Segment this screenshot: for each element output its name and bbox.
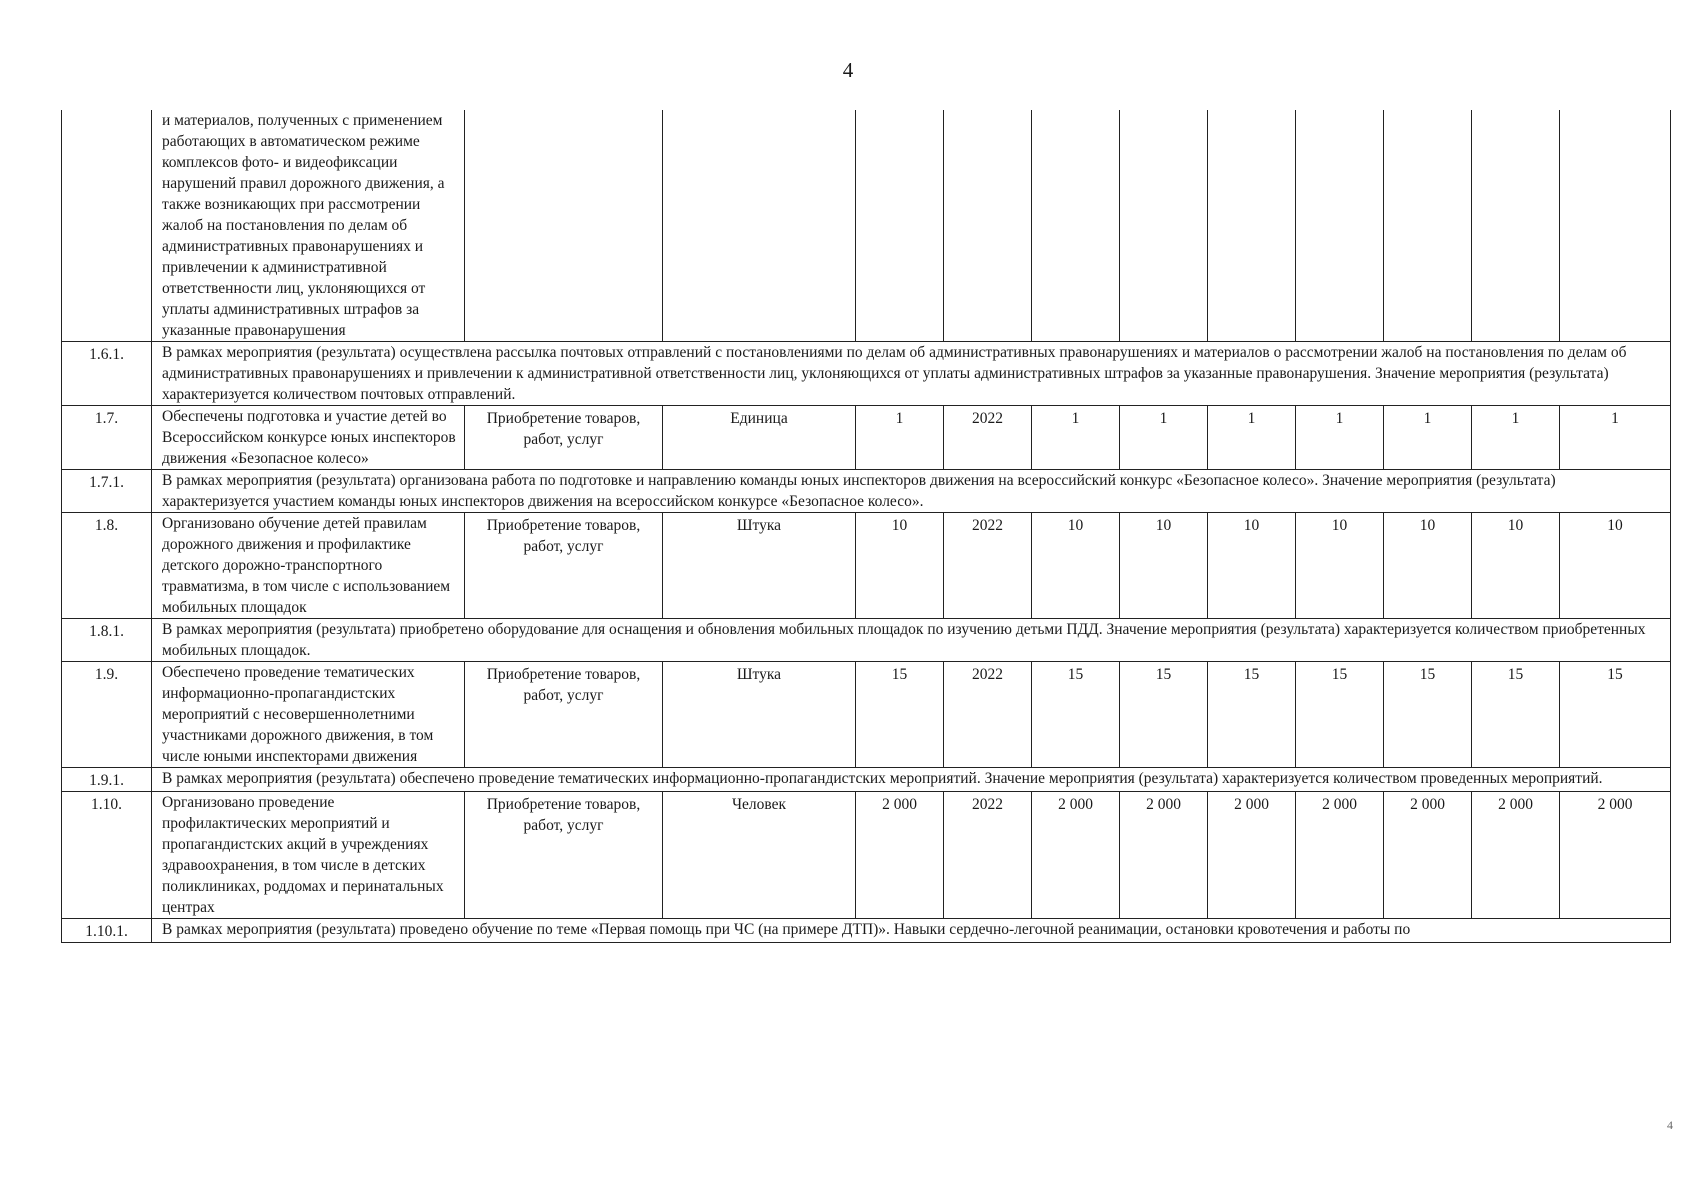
unit-of-measure: Штука xyxy=(663,513,856,619)
year-value: 1 xyxy=(1296,406,1384,470)
row-number: 1.7.1. xyxy=(62,470,152,513)
year-value: 15 xyxy=(1120,662,1208,768)
result-description: В рамках мероприятия (результата) осуществлена рассылка почтовых отправлений с постановлениями по делам об административных правонарушениях и материалов о рассмотрении жалоб на постановления по делам об административных правонарушениях и привлечении к административной ответственности лиц, уклоняющихся от уплаты административных штрафов за указанные правонарушения. Значение мероприятия (результата) характеризуется количеством почтовых отправлений. xyxy=(152,342,1671,406)
year-value: 15 xyxy=(1032,662,1120,768)
row-number: 1.9. xyxy=(62,662,152,768)
year-value: 1 xyxy=(1120,406,1208,470)
year-value: 2 000 xyxy=(1384,792,1472,919)
result-description: В рамках мероприятия (результата) обеспечено проведение тематических информационно-пропагандистских мероприятий. Значение мероприятия (результата) характеризуется количеством проведенных мероприятий. xyxy=(152,768,1671,792)
row-number: 1.8. xyxy=(62,513,152,619)
unit-of-measure: Человек xyxy=(663,792,856,919)
year-value: 1 xyxy=(1472,406,1560,470)
year-value: 10 xyxy=(1560,513,1671,619)
measure-type: Приобретение товаров, работ, услуг xyxy=(465,792,663,919)
table-row xyxy=(62,342,1671,406)
year-value: 2 000 xyxy=(1120,792,1208,919)
table-row xyxy=(62,662,1671,768)
measure-type: Приобретение товаров, работ, услуг xyxy=(465,406,663,470)
year-value: 15 xyxy=(1296,662,1384,768)
table-row xyxy=(62,470,1671,513)
row-number: 1.9.1. xyxy=(62,768,152,792)
measure-type: Приобретение товаров, работ, услуг xyxy=(465,662,663,768)
year-value: 10 xyxy=(1120,513,1208,619)
measure-name: Обеспечены подготовка и участие детей во Всероссийском конкурсе юных инспекторов движения «Безопасное колесо» xyxy=(152,406,465,470)
year-value: 1 xyxy=(1560,406,1671,470)
year-value: 10 xyxy=(1472,513,1560,619)
measure-name: Организовано проведение профилактических мероприятий и пропагандистских акций в учреждениях здравоохранения, в том числе в детских поликлиниках, роддомах и перинатальных центрах xyxy=(152,792,465,919)
year-value: 15 xyxy=(1208,662,1296,768)
year-value: 10 xyxy=(1296,513,1384,619)
table-row xyxy=(62,619,1671,662)
year-value: 1 xyxy=(1208,406,1296,470)
year-value: 10 xyxy=(1208,513,1296,619)
base-year: 2022 xyxy=(944,662,1032,768)
year-value: 1 xyxy=(1032,406,1120,470)
table-row xyxy=(62,406,1671,470)
year-value: 2 000 xyxy=(1560,792,1671,919)
measures-table xyxy=(61,110,1671,943)
measure-type: Приобретение товаров, работ, услуг xyxy=(465,513,663,619)
row-number: 1.10. xyxy=(62,792,152,919)
measure-name: Обеспечено проведение тематических информационно-пропагандистских мероприятий с несовершеннолетними участниками дорожного движения, в том числе юными инспекторами движения xyxy=(152,662,465,768)
page-number: 4 xyxy=(842,58,854,82)
corner-mark: 4 xyxy=(1667,1118,1673,1132)
result-description: В рамках мероприятия (результата) организована работа по подготовке и направлению команды юных инспекторов движения на всероссийский конкурс «Безопасное колесо». Значение мероприятия (результата) характеризуется участием команды юных инспекторов движения на всероссийском конкурсе «Безопасное колесо». xyxy=(152,470,1671,513)
result-description: В рамках мероприятия (результата) приобретено оборудование для оснащения и обновления мобильных площадок по изучению детьми ПДД. Значение мероприятия (результата) характеризуется количеством приобретенных мобильных площадок. xyxy=(152,619,1671,662)
base-value: 1 xyxy=(856,406,944,470)
base-value: 2 000 xyxy=(856,792,944,919)
table-row xyxy=(62,110,1671,342)
base-year: 2022 xyxy=(944,406,1032,470)
base-year: 2022 xyxy=(944,513,1032,619)
measure-name: Организовано обучение детей правилам дорожного движения и профилактике детского дорожно-транспортного травматизма, в том числе с использованием мобильных площадок xyxy=(152,513,465,619)
base-value: 15 xyxy=(856,662,944,768)
year-value: 1 xyxy=(1384,406,1472,470)
table-row xyxy=(62,919,1671,943)
unit-of-measure: Единица xyxy=(663,406,856,470)
row-number: 1.10.1. xyxy=(62,919,152,943)
row-number: 1.8.1. xyxy=(62,619,152,662)
year-value: 10 xyxy=(1384,513,1472,619)
measure-name-continued: и материалов, полученных с применением работающих в автоматическом режиме комплексов фото- и видеофиксации нарушений правил дорожного движения, а также возникающих при рассмотрении жалоб на постановления по делам об административных правонарушениях и привлечении к административной ответственности лиц, уклоняющихся от уплаты административных штрафов за указанные правонарушения xyxy=(152,110,465,342)
table-row xyxy=(62,792,1671,919)
result-description: В рамках мероприятия (результата) проведено обучение по теме «Первая помощь при ЧС (на примере ДТП)». Навыки сердечно-легочной реанимации, остановки кровотечения и работы по xyxy=(152,919,1671,943)
year-value: 2 000 xyxy=(1032,792,1120,919)
row-number: 1.7. xyxy=(62,406,152,470)
table-row xyxy=(62,513,1671,619)
year-value: 15 xyxy=(1384,662,1472,768)
year-value: 10 xyxy=(1032,513,1120,619)
year-value: 2 000 xyxy=(1296,792,1384,919)
table-row xyxy=(62,768,1671,792)
base-year: 2022 xyxy=(944,792,1032,919)
year-value: 2 000 xyxy=(1208,792,1296,919)
year-value: 15 xyxy=(1560,662,1671,768)
base-value: 10 xyxy=(856,513,944,619)
year-value: 2 000 xyxy=(1472,792,1560,919)
row-number: 1.6.1. xyxy=(62,342,152,406)
year-value: 15 xyxy=(1472,662,1560,768)
unit-of-measure: Штука xyxy=(663,662,856,768)
